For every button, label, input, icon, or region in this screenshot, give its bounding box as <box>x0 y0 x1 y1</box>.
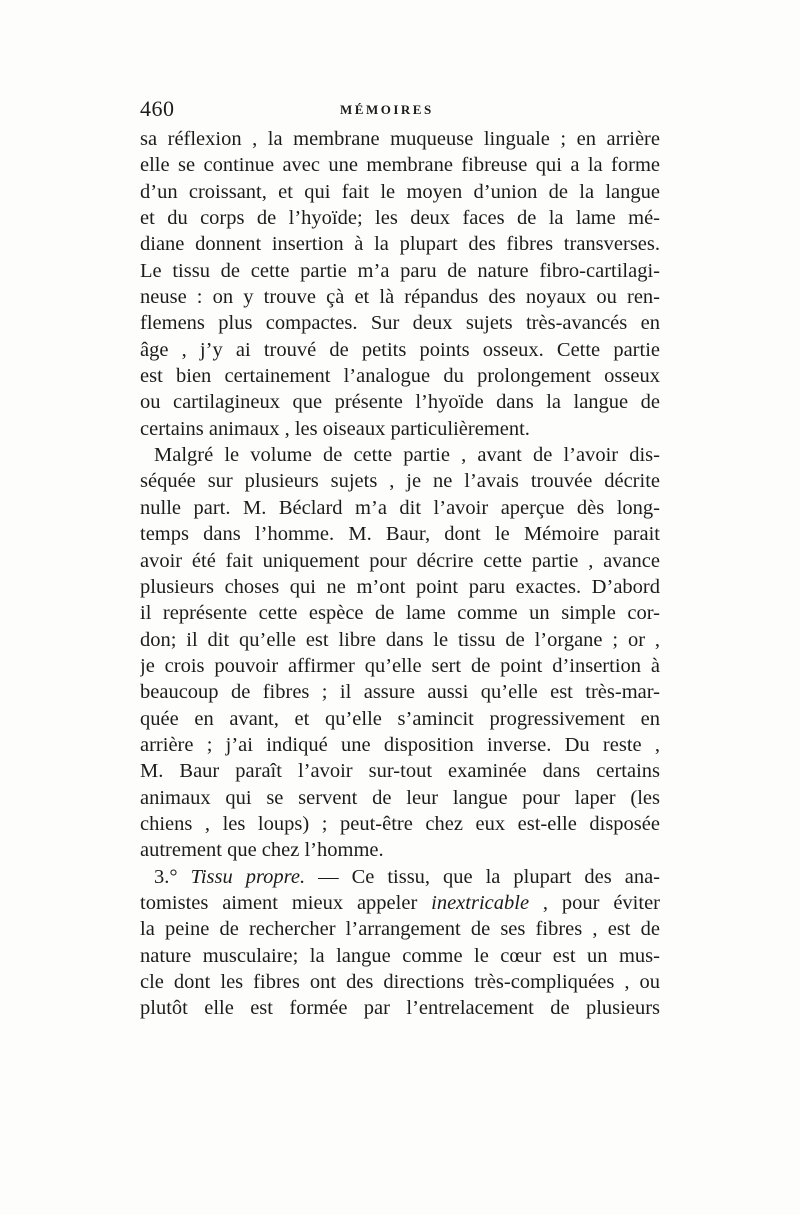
text-line: plusieurs choses qui ne m’ont point paru exactes. D’abord <box>140 575 660 598</box>
running-head <box>140 96 660 124</box>
text-line: âge , j’y ai trouvé de petits points osseux. Cette partie <box>140 338 660 361</box>
text-line: autrement que chez l’homme. <box>140 839 384 862</box>
body-text <box>140 126 660 1022</box>
text-line: séquée sur plusieurs sujets , je ne l’avais trouvée décrite <box>140 470 660 493</box>
italic-segment: Tissu propre. <box>190 865 306 888</box>
text-line: d’un croissant, et qui fait le moyen d’union de la langue <box>140 180 660 203</box>
text-line: beaucoup de fibres ; il assure aussi qu’elle est très-mar- <box>140 681 660 704</box>
text-line: don; il dit qu’elle est libre dans le tissu de l’organe ; or , <box>140 628 660 651</box>
text-line: nulle part. M. Béclard m’a dit l’avoir aperçue dès long- <box>140 496 660 519</box>
text-line: la peine de rechercher l’arrangement de ses fibres , est de <box>140 918 660 941</box>
text-line: chiens , les loups) ; peut-être chez eux est-elle disposée <box>140 812 660 835</box>
text-line: temps dans l’homme. M. Baur, dont le Mémoire parait <box>140 523 660 546</box>
page-number: 460 <box>140 96 175 121</box>
text-line <box>140 864 660 890</box>
text-segment: — Ce tissu, que la plupart des ana- <box>305 865 660 888</box>
text-line: flemens plus compactes. Sur deux sujets très-avancés en <box>140 312 660 335</box>
text-line: Malgré le volume de cette partie , avant de l’avoir dis- <box>154 444 660 467</box>
text-line: nature musculaire; la langue comme le cœur est un mus- <box>140 944 660 967</box>
text-line: et du corps de l’hyoïde; les deux faces de la lame mé- <box>140 207 660 230</box>
text-line: elle se continue avec une membrane fibreuse qui a la forme <box>140 154 660 177</box>
text-line: cle dont les fibres ont des directions très-compliquées , ou <box>140 971 660 993</box>
text-line: avoir été fait uniquement pour décrire cette partie , avance <box>140 549 660 572</box>
text-segment: , pour éviter <box>529 891 660 914</box>
text-line: M. Baur paraît l’avoir sur-tout examinée dans certains <box>140 760 660 783</box>
text-line: est bien certainement l’analogue du prolongement osseux <box>140 365 660 388</box>
text-line: arrière ; j’ai indiqué une disposition inverse. Du reste , <box>140 733 660 756</box>
text-line: plutôt elle est formée par l’entrelacement de plusieurs <box>140 997 660 1020</box>
running-title: MÉMOIRES <box>340 102 434 117</box>
text-line: animaux qui se servent de leur langue pour laper (les <box>140 786 660 809</box>
text-line: quée en avant, et qu’elle s’amincit progressivement en <box>140 707 660 730</box>
text-segment: tomistes aiment mieux appeler <box>140 891 432 914</box>
text-line: neuse : on y trouve çà et là répandus des noyaux ou ren- <box>140 286 660 309</box>
text-line: ou cartilagineux que présente l’hyoïde dans la langue de <box>140 391 660 414</box>
text-line <box>140 890 660 916</box>
text-line: diane donnent insertion à la plupart des fibres transverses. <box>140 233 660 256</box>
text-line: je crois pouvoir affirmer qu’elle sert de point d’insertion à <box>140 654 660 677</box>
italic-segment: inextricable <box>431 891 530 914</box>
text-segment: 3.° <box>154 865 191 888</box>
text-line: sa réflexion , la membrane muqueuse linguale ; en arrière <box>140 128 660 150</box>
text-line: certains animaux , les oiseaux particulièrement. <box>140 417 530 440</box>
text-line: il représente cette espèce de lame comme un simple cor- <box>140 602 660 625</box>
text-line: Le tissu de cette partie m’a paru de nature fibro-cartilagi- <box>140 259 660 282</box>
